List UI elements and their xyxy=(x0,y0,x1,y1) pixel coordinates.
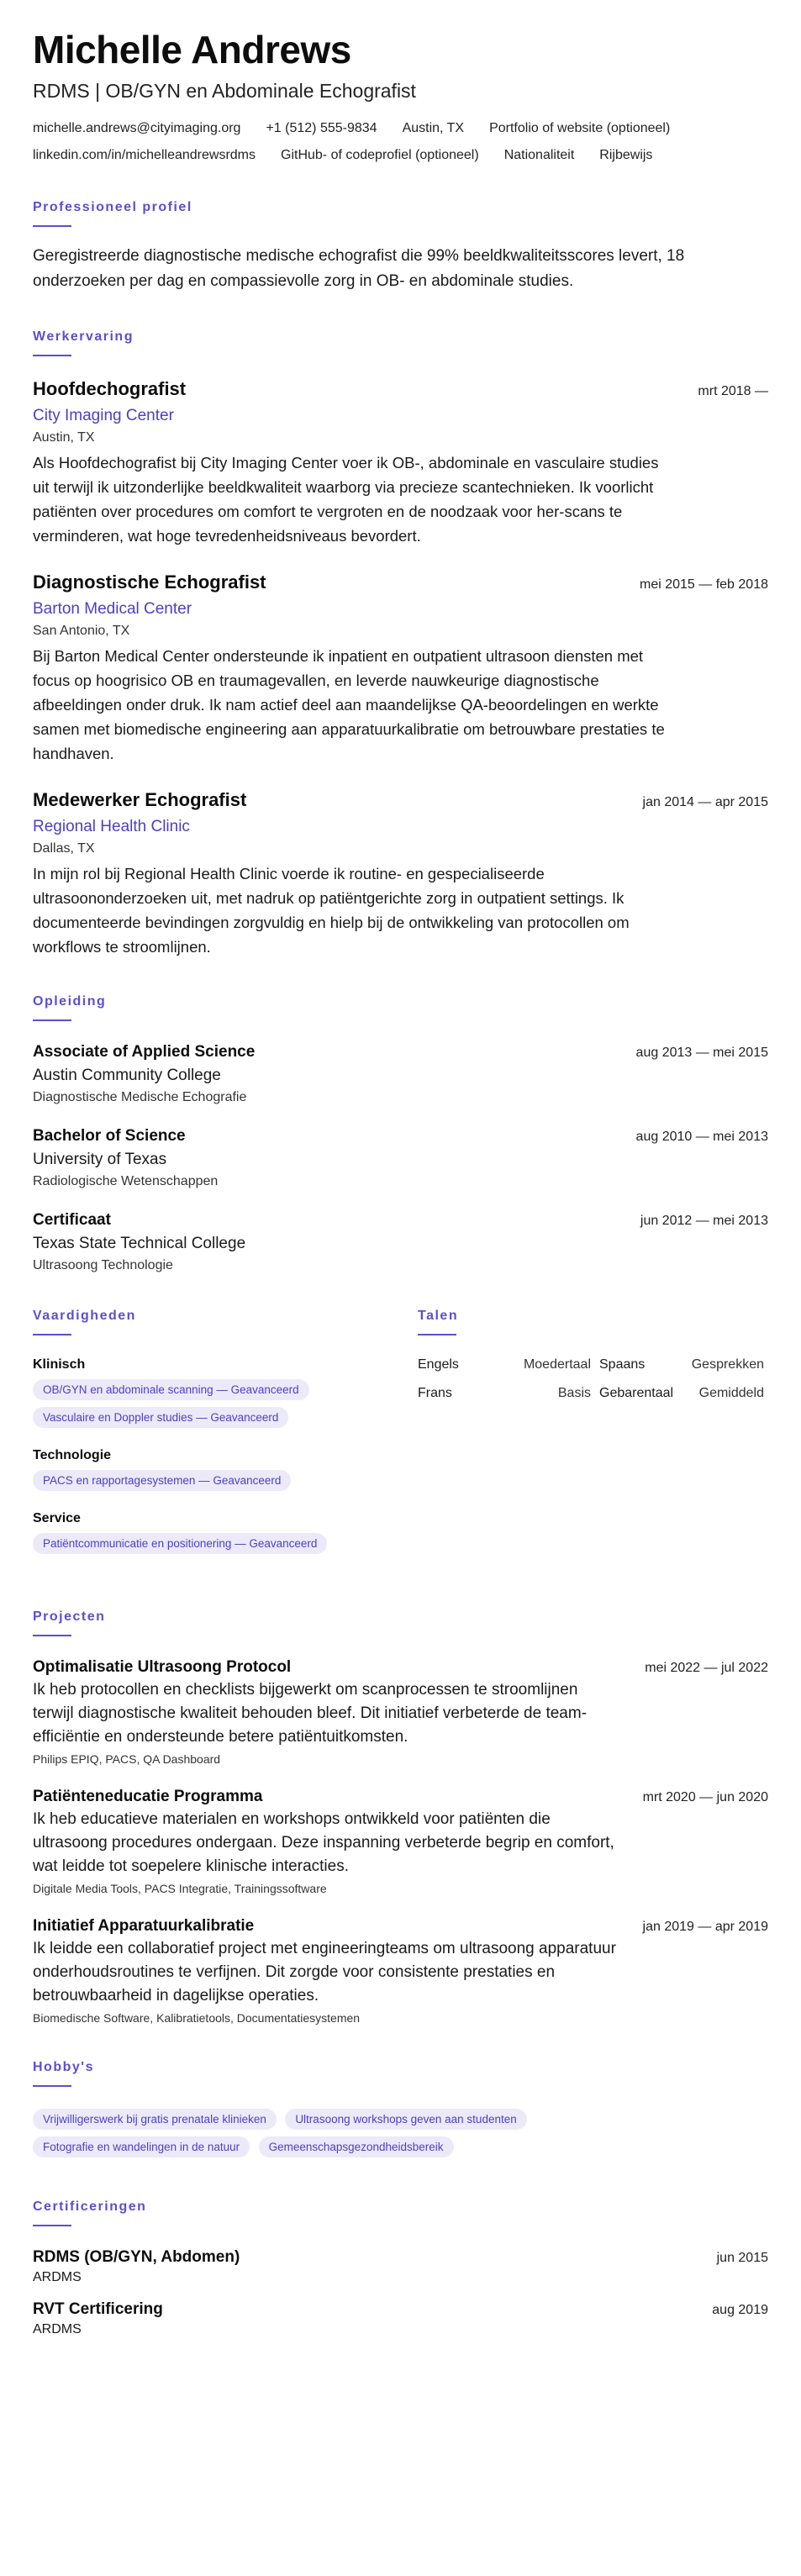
skill-tag: OB/GYN en abdominale scanning — Geavanceerd xyxy=(33,1379,309,1400)
certification-title: RDMS (OB/GYN, Abdomen) xyxy=(33,2247,240,2266)
job-entry xyxy=(33,378,768,548)
section-divider xyxy=(33,225,71,227)
language-name: Engels xyxy=(418,1356,459,1372)
education-degree: Certificaat xyxy=(33,1210,111,1229)
section-divider xyxy=(33,355,71,356)
language-level: Basis xyxy=(557,1385,591,1400)
project-title: Patiënteneducatie Programma xyxy=(33,1787,263,1805)
contact-portfolio[interactable]: Portfolio of website (optioneel) xyxy=(489,120,671,135)
project-entry xyxy=(33,1788,768,1895)
language-name: Spaans xyxy=(599,1356,646,1372)
education-entry xyxy=(33,1043,768,1105)
section-title: Certificeringen xyxy=(33,2199,147,2214)
contact-linkedin[interactable]: linkedin.com/in/michelleandrewsrdms xyxy=(33,147,256,162)
education-school: Austin Community College xyxy=(33,1066,221,1084)
language-level: Gemiddeld xyxy=(698,1385,764,1400)
contact-email[interactable]: michelle.andrews@cityimaging.org xyxy=(33,120,241,135)
project-dates: mrt 2020 — jun 2020 xyxy=(642,1789,768,1804)
education-school: Texas State Technical College xyxy=(33,1234,246,1252)
projects-section xyxy=(33,1609,768,2025)
skill-group xyxy=(33,1357,418,1435)
education-dates: aug 2013 — mei 2015 xyxy=(635,1045,768,1060)
skills-section xyxy=(33,1309,418,1574)
contact-drivers-license: Rijbewijs xyxy=(599,147,653,162)
section-title: Hobby's xyxy=(33,2059,94,2074)
contact-phone[interactable]: +1 (512) 555-9834 xyxy=(266,120,377,135)
candidate-title: RDMS | OB/GYN en Abdominale Echografist xyxy=(33,79,416,102)
project-tools: Biomedische Software, Kalibratietools, Documentatiesystemen xyxy=(33,2010,361,2025)
project-tools: Digitale Media Tools, PACS Integratie, Trainingssoftware xyxy=(33,1881,327,1895)
job-title: Diagnostische Echografist xyxy=(33,571,266,593)
project-title: Optimalisatie Ultrasoong Protocol xyxy=(33,1657,292,1676)
education-field: Diagnostische Medische Echografie xyxy=(33,1089,247,1104)
language-level: Moedertaal xyxy=(523,1356,591,1372)
job-dates: mrt 2018 — xyxy=(698,383,768,398)
skill-tag: Patiëntcommunicatie en positionering — Geavanceerd xyxy=(33,1533,327,1554)
contact-list xyxy=(33,119,768,165)
skill-tag: Vasculaire en Doppler studies — Geavanceerd xyxy=(33,1407,288,1428)
hobby-tag: Vrijwilligerswerk bij gratis prenatale klinieken xyxy=(33,2109,277,2130)
section-divider xyxy=(33,1019,71,1021)
education-school: University of Texas xyxy=(33,1150,167,1168)
job-description: In mijn rol bij Regional Health Clinic voerde ik routine- en gespecialiseerde ultrasoononderzoeken uit, met nadruk op patiëntgerichte zorg in outpatient settings. Ik documenteerde bevindingen zorgvuldig en hielp bij de ontwikkeling van protocollen om workflows te stroomlijnen. xyxy=(33,864,630,956)
project-description: Ik leidde een collaboratief project met engineeringteams om ultrasoong apparatuur onderhoudsroutines te verfijnen. Dit zorgde voor consistente prestaties en betrouwbaarheid in dagelijkse operaties. xyxy=(33,1939,616,2004)
certification-title: RVT Certificering xyxy=(33,2299,163,2318)
language-level: Gesprekken xyxy=(691,1356,764,1372)
section-divider xyxy=(418,1334,456,1335)
resume-header xyxy=(33,29,768,165)
certification-date: jun 2015 xyxy=(716,2250,768,2265)
project-description: Ik heb educatieve materialen en workshops ontwikkeld voor patiënten die ultrasoong procedures ondergaan. Deze inspanning verbeterde begrip en comfort, wat leidde tot soepelere klinische interacties. xyxy=(33,1810,614,1875)
hobby-tag: Fotografie en wandelingen in de natuur xyxy=(33,2136,250,2157)
hobby-tag-list xyxy=(33,2109,768,2164)
education-dates: aug 2010 — mei 2013 xyxy=(635,1129,768,1144)
project-dates: jan 2019 — apr 2019 xyxy=(642,1919,768,1934)
skill-tag: PACS en rapportagesystemen — Geavanceerd xyxy=(33,1470,291,1491)
project-entry xyxy=(33,1658,768,1766)
skill-group xyxy=(33,1511,418,1561)
contact-github[interactable]: GitHub- of codeprofiel (optioneel) xyxy=(281,147,479,162)
education-degree: Associate of Applied Science xyxy=(33,1042,256,1061)
job-title: Medewerker Echografist xyxy=(33,788,247,810)
education-entry xyxy=(33,1127,768,1189)
section-title: Werkervaring xyxy=(33,329,134,344)
section-title: Professioneel profiel xyxy=(33,199,192,214)
job-company: Barton Medical Center xyxy=(33,599,192,618)
job-company: Regional Health Clinic xyxy=(33,817,190,835)
experience-section xyxy=(33,329,768,959)
skills-languages-row xyxy=(33,1309,768,1574)
job-company: City Imaging Center xyxy=(33,406,174,424)
skill-category: Service xyxy=(33,1510,81,1525)
education-entry xyxy=(33,1211,768,1273)
certification-entry xyxy=(33,2300,768,2337)
section-divider xyxy=(33,1334,71,1335)
section-title: Talen xyxy=(418,1308,459,1323)
skill-group xyxy=(33,1448,418,1498)
project-description: Ik heb protocollen en checklists bijgewerkt om scanprocessen te stroomlijnen terwijl diagnostische kwaliteit behouden bleef. Dit initiatief verbeterde de team-efficiëntie en ondersteunde betere patiëntuitkomsten. xyxy=(33,1680,588,1746)
hobby-tag: Ultrasoong workshops geven aan studenten xyxy=(285,2109,526,2130)
section-divider xyxy=(33,2085,71,2087)
job-location: Austin, TX xyxy=(33,429,95,445)
languages-section xyxy=(418,1309,768,1574)
certification-issuer: ARDMS xyxy=(33,2321,82,2336)
education-degree: Bachelor of Science xyxy=(33,1126,186,1145)
project-entry xyxy=(33,1917,768,2025)
section-title: Vaardigheden xyxy=(33,1308,136,1323)
job-location: San Antonio, TX xyxy=(33,623,130,638)
profile-section xyxy=(33,200,768,294)
contact-location: Austin, TX xyxy=(402,120,465,135)
candidate-name: Michelle Andrews xyxy=(33,28,351,71)
job-entry xyxy=(33,572,768,766)
language-name: Frans xyxy=(418,1385,452,1400)
section-divider xyxy=(33,2225,71,2226)
contact-nationality: Nationaliteit xyxy=(503,147,575,162)
job-title: Hoofdechografist xyxy=(33,377,187,399)
language-list xyxy=(418,1357,768,1401)
hobbies-section xyxy=(33,2060,768,2164)
job-entry xyxy=(33,789,768,959)
job-location: Dallas, TX xyxy=(33,840,95,856)
section-title: Opleiding xyxy=(33,993,107,1009)
language-name: Gebarentaal xyxy=(599,1385,674,1400)
certifications-section xyxy=(33,2199,768,2337)
job-dates: jan 2014 — apr 2015 xyxy=(642,794,768,809)
job-dates: mei 2015 — feb 2018 xyxy=(640,577,768,592)
education-section xyxy=(33,994,768,1273)
skill-category: Klinisch xyxy=(33,1356,86,1372)
profile-summary: Geregistreerde diagnostische medische echografist die 99% beeldkwaliteitsscores levert, 18 onderzoeken per dag en compassievolle zorg in OB- en abdominale studies. xyxy=(33,246,685,290)
skill-category: Technologie xyxy=(33,1447,112,1462)
section-divider xyxy=(33,1635,71,1636)
education-field: Ultrasoong Technologie xyxy=(33,1257,173,1272)
project-tools: Philips EPIQ, PACS, QA Dashboard xyxy=(33,1752,221,1766)
certification-entry xyxy=(33,2248,768,2285)
project-title: Initiatief Apparatuurkalibratie xyxy=(33,1916,255,1935)
education-dates: jun 2012 — mei 2013 xyxy=(640,1213,768,1228)
certification-date: aug 2019 xyxy=(712,2302,768,2317)
hobby-tag: Gemeenschapsgezondheidsbereik xyxy=(259,2136,454,2157)
section-title: Projecten xyxy=(33,1609,106,1624)
job-description: Als Hoofdechografist bij City Imaging Center voer ik OB-, abdominale en vasculaire studies uit terwijl ik uitzonderlijke beeldkwaliteit waarborg via precieze scantechnieken. Ik voorlicht patiënten over procedures om comfort te vergroten en de noodzaak voor her-scans te verminderen, wat hoge tevredenheidsniveaus bevordert. xyxy=(33,453,659,545)
job-description: Bij Barton Medical Center ondersteunde ik inpatient en outpatient ultrasoon diensten met focus op hoogrisico OB en traumagevallen, en leverde nauwkeurige diagnostische afbeeldingen onder druk. Ik nam actief deel aan maandelijkse QA-beoordelingen en werkte samen met biomedische engineering aan apparatuurkalibratie om betrouwbare prestaties te handhaven. xyxy=(33,646,665,762)
certification-issuer: ARDMS xyxy=(33,2269,82,2284)
education-field: Radiologische Wetenschappen xyxy=(33,1173,219,1188)
project-dates: mei 2022 — jul 2022 xyxy=(645,1660,768,1675)
